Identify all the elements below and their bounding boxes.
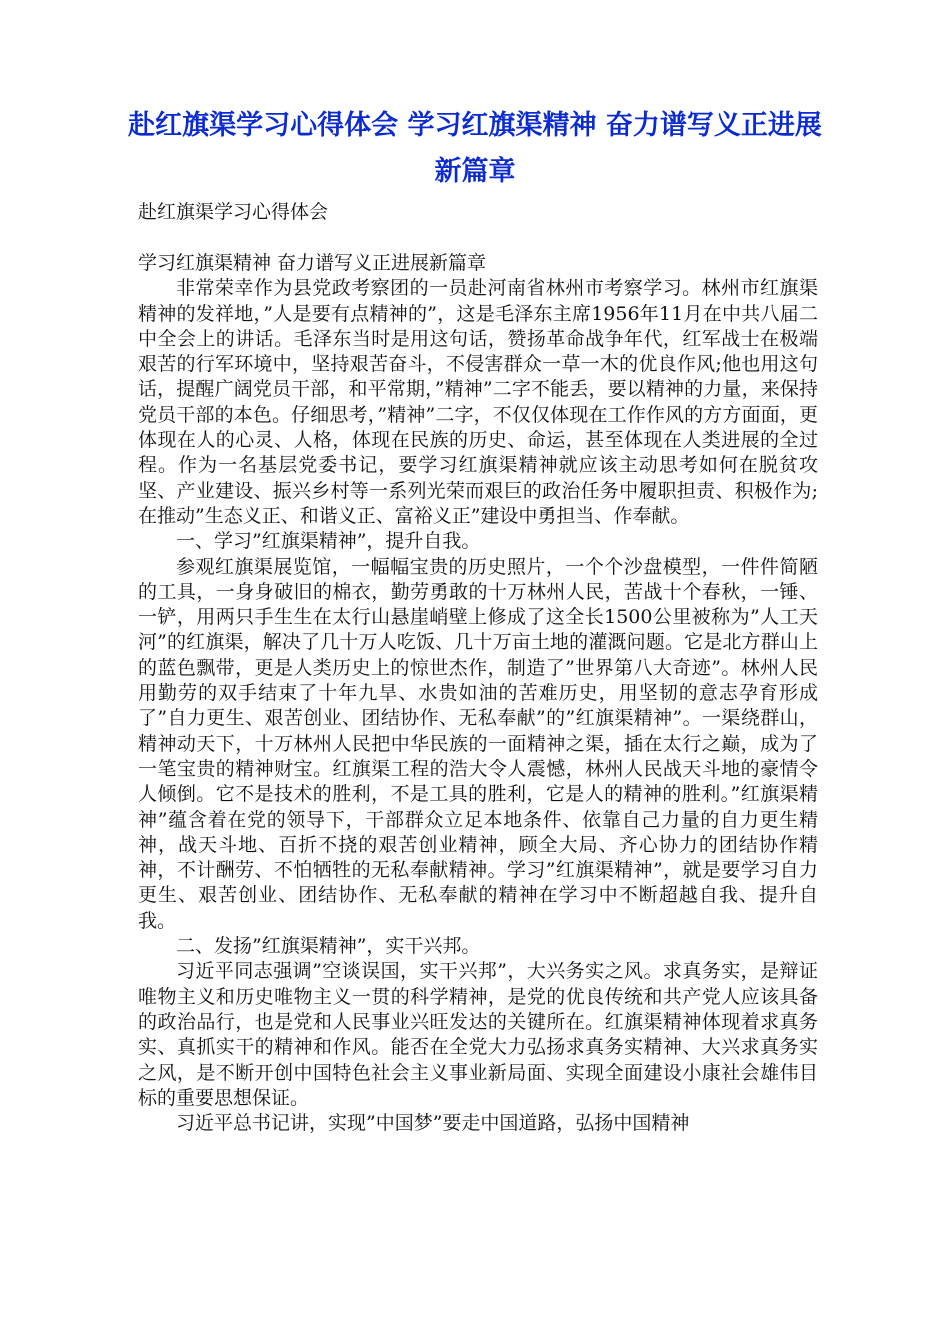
paragraph-section-1: 参观红旗渠展览馆，一幅幅宝贵的历史照片，一个个沙盘模型，一件件简陋的工具，一身身破旧的棉衣，勤劳勇敢的十万林州人民，苦战十个春秋，一锤、一铲，用两只手生生在太行山悬崖峭壁上修成了这全长1500公里被称为”人工天河”的红旗渠，解决了几十万人吃饭、几十万亩土地的灌溉问题。它是北方群山上的蓝色飘带，更是人类历史上的惊世杰作，制造了”世界第八大奇迹”。林州人民用勤劳的双手结束了十年九旱、水贵如油的苦难历史，用坚韧的意志孕育形成了”自力更生、艰苦创业、团结协作、无私奉献”的”红旗渠精神”。一渠绕群山，精神动天下，十万林州人民把中华民族的一面精神之渠，插在太行之巅，成为了一笔宝贵的精神财宝。红旗渠工程的浩大令人震憾，林州人民战天斗地的豪情令人倾倒。它不是技术的胜利，不是工具的胜利，它是人的精神的胜利。”红旗渠精神”蕴含着在党的领导下，干部群众立足本地条件、依靠自己力量的自力更生精神，战天斗地、百折不挠的艰苦创业精神，顾全大局、齐心协力的团结协作精神，不计酬劳、不怕牺牲的无私奉献精神。学习”红旗渠精神”，就是要学习自力更生、艰苦创业、团结协作、无私奉献的精神在学习中不断超越自我、提升自我。	[138, 555, 818, 932]
document-subheading: 学习红旗渠精神 奋力谱写义正进展新篇章	[138, 252, 487, 274]
paragraph-section-2-cont: 习近平总书记讲，实现”中国梦”要走中国道路，弘扬中国精神	[176, 1112, 690, 1135]
section-heading-2: 二、发扬”红旗渠精神”，实干兴邦。	[176, 935, 481, 958]
document-body	[138, 198, 818, 1136]
section-heading-1: 一、学习”红旗渠精神”，提升自我。	[176, 530, 481, 553]
paragraph-intro: 非常荣幸作为县党政考察团的一员赴河南省林州市考察学习。林州市红旗渠精神的发祥地，”人是要有点精神的”，这是毛泽东主席1956年11月在中共八届二中全会上的讲话。毛泽东当时是用这句话，赞扬革命战争年代，红军战士在极端艰苦的行军环境中，坚持艰苦奋斗，不侵害群众一草一木的优良作风;他也用这句话，提醒广阔党员干部，和平常期，”精神”二字不能丢，要以精神的力量，来保持党员干部的本色。仔细思考，”精神”二字，不仅仅体现在工作作风的方方面面，更体现在人的心灵、人格，体现在民族的历史、命运，甚至体现在人类进展的全过程。作为一名基层党委书记，要学习红旗渠精神就应该主动思考如何在脱贫攻坚、产业建设、振兴乡村等一系列光荣而艰巨的政治任务中履职担责、积极作为;在推动”生态义正、和谐义正、富裕义正”建设中勇担当、作奉献。	[138, 277, 818, 527]
paragraph-section-2: 习近平同志强调”空谈误国，实干兴邦”，大兴务实之风。求真务实，是辩证唯物主义和历史唯物主义一贯的科学精神，是党的优良传统和共产党人应该具备的政治品行，也是党和人民事业兴旺发达的关键所在。红旗渠精神体现着求真务实、真抓实干的精神和作风。能否在全党大力弘扬求真务实精神、大兴求真务实之风，是不断开创中国特色社会主义事业新局面、实现全面建设小康社会雄伟目标的重要思想保证。	[138, 960, 818, 1109]
document-subtitle: 赴红旗渠学习心得体会	[138, 201, 329, 223]
document-title: 赴红旗渠学习心得体会 学习红旗渠精神 奋力谱写义正进展新篇章	[128, 110, 822, 187]
